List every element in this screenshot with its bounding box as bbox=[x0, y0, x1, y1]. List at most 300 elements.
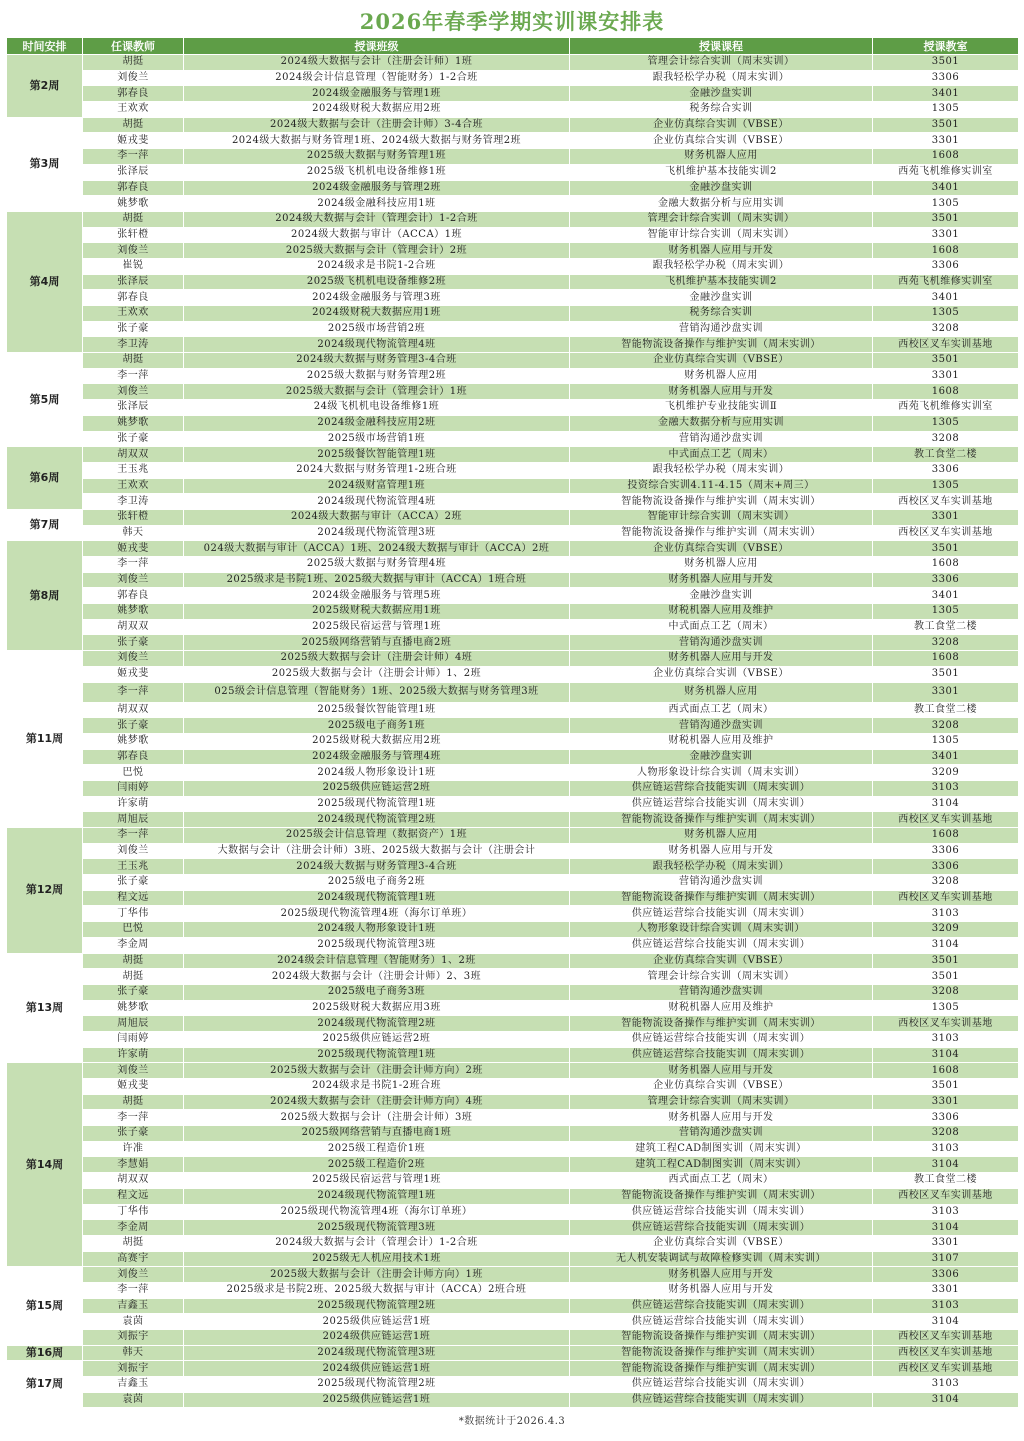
table-row bbox=[7, 149, 1019, 165]
teacher-cell: 韩天 bbox=[83, 1345, 184, 1361]
class-cell: 2024级大数据与会计（管理会计）1-2合班 bbox=[184, 1235, 570, 1251]
table-row bbox=[7, 780, 1019, 796]
table-row bbox=[7, 1079, 1019, 1095]
course-cell: 西式面点工艺（周末） bbox=[570, 1173, 873, 1189]
teacher-cell: 刘俊兰 bbox=[83, 651, 184, 667]
room-cell: 3104 bbox=[873, 1220, 1019, 1236]
teacher-cell: 闫雨婷 bbox=[83, 1031, 184, 1047]
table-row bbox=[7, 86, 1019, 102]
class-cell: 2024级金融服务与管理4班 bbox=[184, 749, 570, 765]
table-row bbox=[7, 1063, 1019, 1079]
schedule-sheet bbox=[6, 6, 1018, 1427]
room-cell: 3209 bbox=[873, 922, 1019, 938]
room-cell: 3301 bbox=[873, 1235, 1019, 1251]
class-cell: 2025级大数据与会计（注册会计师）1、2班 bbox=[184, 666, 570, 682]
teacher-cell: 张子豪 bbox=[83, 431, 184, 447]
course-cell: 营销沟通沙盘实训 bbox=[570, 984, 873, 1000]
course-cell: 营销沟通沙盘实训 bbox=[570, 718, 873, 734]
class-cell: 2024级大数据与会计（注册会计师）3-4合班 bbox=[184, 117, 570, 133]
footer-note: *数据统计于2026.4.3 bbox=[458, 1416, 566, 1428]
class-cell: 2024级大数据与会计（注册会计师方向）4班 bbox=[184, 1094, 570, 1110]
room-cell: 西校区叉车实训基地 bbox=[873, 1330, 1019, 1346]
teacher-cell: 巴悦 bbox=[83, 765, 184, 781]
course-cell: 财务机器人应用 bbox=[570, 368, 873, 384]
table-row bbox=[7, 306, 1019, 322]
week-cell: 第11周 bbox=[7, 651, 83, 828]
teacher-cell: 张子豪 bbox=[83, 984, 184, 1000]
table-row bbox=[7, 557, 1019, 573]
week-cell: 第15周 bbox=[7, 1267, 83, 1345]
week-cell: 第8周 bbox=[7, 541, 83, 651]
teacher-cell: 姬戎斐 bbox=[83, 666, 184, 682]
course-cell: 营销沟通沙盘实训 bbox=[570, 635, 873, 651]
class-cell: 2025级现代物流管理2班 bbox=[184, 1377, 570, 1393]
teacher-cell: 张子豪 bbox=[83, 321, 184, 337]
header-class: 授课班级 bbox=[184, 38, 570, 55]
teacher-cell: 王欢欢 bbox=[83, 478, 184, 494]
teacher-cell: 程文远 bbox=[83, 1188, 184, 1204]
teacher-cell: 姚梦歌 bbox=[83, 733, 184, 749]
room-cell: 3301 bbox=[873, 1282, 1019, 1298]
table-row bbox=[7, 102, 1019, 118]
class-cell: 2025级会计信息管理（数据资产）1班 bbox=[184, 828, 570, 844]
course-cell: 供应链运营综合技能实训（周末实训） bbox=[570, 1392, 873, 1408]
teacher-cell: 刘振宇 bbox=[83, 1330, 184, 1346]
room-cell: 3208 bbox=[873, 984, 1019, 1000]
table-row bbox=[7, 828, 1019, 844]
teacher-cell: 张轩橙 bbox=[83, 509, 184, 525]
teacher-cell: 闫雨婷 bbox=[83, 780, 184, 796]
class-cell: 2024级供应链运营1班 bbox=[184, 1330, 570, 1346]
course-cell: 智能物流设备操作与维护实训（周末实训） bbox=[570, 525, 873, 541]
room-cell: 3306 bbox=[873, 843, 1019, 859]
table-row bbox=[7, 415, 1019, 431]
table-row bbox=[7, 1047, 1019, 1063]
table-row bbox=[7, 651, 1019, 667]
table-row bbox=[7, 55, 1019, 71]
class-cell: 2024大数据与财务管理1-2班合班 bbox=[184, 462, 570, 478]
table-row bbox=[7, 682, 1019, 702]
course-cell: 智能物流设备操作与维护实训（周末实训） bbox=[570, 337, 873, 353]
room-cell: 1608 bbox=[873, 384, 1019, 400]
teacher-cell: 张子豪 bbox=[83, 635, 184, 651]
teacher-cell: 李金周 bbox=[83, 937, 184, 953]
course-cell: 跟我轻松学办税（周末实训） bbox=[570, 258, 873, 274]
course-cell: 财务机器人应用与开发 bbox=[570, 243, 873, 259]
teacher-cell: 张泽辰 bbox=[83, 164, 184, 180]
room-cell: 3301 bbox=[873, 682, 1019, 702]
class-cell: 2025级大数据与财务管理4班 bbox=[184, 557, 570, 573]
class-cell: 2025级现代物流管理3班 bbox=[184, 1220, 570, 1236]
course-cell: 金融沙盘实训 bbox=[570, 290, 873, 306]
teacher-cell: 郭春良 bbox=[83, 290, 184, 306]
teacher-cell: 胡挺 bbox=[83, 211, 184, 227]
table-row bbox=[7, 1031, 1019, 1047]
room-cell: 3104 bbox=[873, 937, 1019, 953]
class-cell: 2025级大数据与财务管理1班 bbox=[184, 149, 570, 165]
course-cell: 管理会计综合实训（周末实训） bbox=[570, 1094, 873, 1110]
schedule-table bbox=[6, 37, 1019, 1408]
course-cell: 营销沟通沙盘实训 bbox=[570, 875, 873, 891]
teacher-cell: 张泽辰 bbox=[83, 274, 184, 290]
course-cell: 企业仿真综合实训（VBSE） bbox=[570, 953, 873, 969]
class-cell: 2024级大数据与审计（ACCA）2班 bbox=[184, 509, 570, 525]
room-cell: 西校区叉车实训基地 bbox=[873, 1016, 1019, 1032]
course-cell: 跟我轻松学办税（周末实训） bbox=[570, 70, 873, 86]
class-cell: 2025级大数据与会计（注册会计师）4班 bbox=[184, 651, 570, 667]
class-cell: 2025级市场营销1班 bbox=[184, 431, 570, 447]
table-row bbox=[7, 368, 1019, 384]
header-row bbox=[7, 38, 1019, 55]
course-cell: 供应链运营综合技能实训（周末实训） bbox=[570, 1298, 873, 1314]
course-cell: 财务机器人应用与开发 bbox=[570, 1282, 873, 1298]
course-cell: 中式面点工艺（周末） bbox=[570, 447, 873, 463]
table-row bbox=[7, 509, 1019, 525]
class-cell: 2025级现代物流管理3班 bbox=[184, 937, 570, 953]
room-cell: 3301 bbox=[873, 1094, 1019, 1110]
room-cell: 3301 bbox=[873, 133, 1019, 149]
room-cell: 3501 bbox=[873, 211, 1019, 227]
course-cell: 财务机器人应用 bbox=[570, 149, 873, 165]
course-cell: 供应链运营综合技能实训（周末实训） bbox=[570, 937, 873, 953]
class-cell: 2025级民宿运营与管理1班 bbox=[184, 1173, 570, 1189]
class-cell: 2025级餐饮智能管理1班 bbox=[184, 447, 570, 463]
class-cell: 2025级求是书院2班、2025级大数据与审计（ACCA）2班合班 bbox=[184, 1282, 570, 1298]
course-cell: 人物形象设计综合实训（周末实训） bbox=[570, 922, 873, 938]
teacher-cell: 胡双双 bbox=[83, 447, 184, 463]
table-row bbox=[7, 1392, 1019, 1408]
course-cell: 金融沙盘实训 bbox=[570, 749, 873, 765]
class-cell: 2024级求是书院1-2班合班 bbox=[184, 1079, 570, 1095]
class-cell: 2025级供应链运营2班 bbox=[184, 1031, 570, 1047]
table-row bbox=[7, 1188, 1019, 1204]
teacher-cell: 姬戎斐 bbox=[83, 541, 184, 557]
room-cell: 3208 bbox=[873, 718, 1019, 734]
room-cell: 1608 bbox=[873, 243, 1019, 259]
teacher-cell: 吉鑫玉 bbox=[83, 1298, 184, 1314]
teacher-cell: 胡挺 bbox=[83, 1094, 184, 1110]
teacher-cell: 巴悦 bbox=[83, 922, 184, 938]
course-cell: 税务综合实训 bbox=[570, 102, 873, 118]
class-cell: 2024级财税大数据应用1班 bbox=[184, 306, 570, 322]
room-cell: 3107 bbox=[873, 1251, 1019, 1267]
table-row bbox=[7, 1235, 1019, 1251]
room-cell: 3401 bbox=[873, 290, 1019, 306]
table-row bbox=[7, 1298, 1019, 1314]
room-cell: 3401 bbox=[873, 86, 1019, 102]
week-cell: 第2周 bbox=[7, 55, 83, 118]
room-cell: 3401 bbox=[873, 180, 1019, 196]
table-row bbox=[7, 227, 1019, 243]
room-cell: 3103 bbox=[873, 1031, 1019, 1047]
course-cell: 建筑工程CAD制图实训（周末实训） bbox=[570, 1141, 873, 1157]
table-row bbox=[7, 431, 1019, 447]
course-cell: 供应链运营综合技能实训（周末实训） bbox=[570, 780, 873, 796]
table-row bbox=[7, 953, 1019, 969]
class-cell: 2024级会计信息管理（智能财务）1-2合班 bbox=[184, 70, 570, 86]
table-row bbox=[7, 1267, 1019, 1283]
course-cell: 智能物流设备操作与维护实训（周末实训） bbox=[570, 812, 873, 828]
table-row bbox=[7, 447, 1019, 463]
class-cell: 024级大数据与审计（ACCA）1班、2024级大数据与审计（ACCA）2班 bbox=[184, 541, 570, 557]
class-cell: 2025级现代物流管理4班（海尔订单班） bbox=[184, 906, 570, 922]
course-cell: 西式面点工艺（周末） bbox=[570, 702, 873, 718]
class-cell: 2025级大数据与会计（管理会计）2班 bbox=[184, 243, 570, 259]
table-row bbox=[7, 969, 1019, 985]
teacher-cell: 李一萍 bbox=[83, 149, 184, 165]
teacher-cell: 刘振宇 bbox=[83, 1361, 184, 1377]
class-cell: 2024级现代物流管理3班 bbox=[184, 525, 570, 541]
teacher-cell: 王玉兆 bbox=[83, 859, 184, 875]
class-cell: 2024级会计信息管理（智能财务）1、2班 bbox=[184, 953, 570, 969]
week-cell: 第14周 bbox=[7, 1063, 83, 1267]
class-cell: 2024级金融服务与管理2班 bbox=[184, 180, 570, 196]
class-cell: 2025级市场营销2班 bbox=[184, 321, 570, 337]
teacher-cell: 胡挺 bbox=[83, 953, 184, 969]
room-cell: 3103 bbox=[873, 1204, 1019, 1220]
course-cell: 营销沟通沙盘实训 bbox=[570, 431, 873, 447]
teacher-cell: 李一萍 bbox=[83, 1282, 184, 1298]
teacher-cell: 姚梦歌 bbox=[83, 1000, 184, 1016]
teacher-cell: 张子豪 bbox=[83, 718, 184, 734]
table-row bbox=[7, 859, 1019, 875]
class-cell: 大数据与会计（注册会计师）3班、2025级大数据与会计（注册会计 bbox=[184, 843, 570, 859]
teacher-cell: 王欢欢 bbox=[83, 306, 184, 322]
course-cell: 智能物流设备操作与维护实训（周末实训） bbox=[570, 1361, 873, 1377]
class-cell: 2024级大数据与财务管理1班、2024级大数据与财务管理2班 bbox=[184, 133, 570, 149]
room-cell: 3306 bbox=[873, 70, 1019, 86]
teacher-cell: 刘俊兰 bbox=[83, 843, 184, 859]
course-cell: 营销沟通沙盘实训 bbox=[570, 1126, 873, 1142]
table-row bbox=[7, 70, 1019, 86]
table-row bbox=[7, 890, 1019, 906]
table-row bbox=[7, 1377, 1019, 1393]
table-row bbox=[7, 875, 1019, 891]
room-cell: 3501 bbox=[873, 353, 1019, 369]
room-cell: 3103 bbox=[873, 1141, 1019, 1157]
course-cell: 管理会计综合实训（周末实训） bbox=[570, 211, 873, 227]
course-cell: 智能物流设备操作与维护实训（周末实训） bbox=[570, 494, 873, 510]
table-row bbox=[7, 588, 1019, 604]
table-row bbox=[7, 462, 1019, 478]
teacher-cell: 李一萍 bbox=[83, 557, 184, 573]
teacher-cell: 袁茵 bbox=[83, 1392, 184, 1408]
class-cell: 2025级大数据与会计（注册会计师方向）1班 bbox=[184, 1267, 570, 1283]
course-cell: 财务机器人应用与开发 bbox=[570, 843, 873, 859]
room-cell: 3306 bbox=[873, 859, 1019, 875]
teacher-cell: 周旭辰 bbox=[83, 812, 184, 828]
course-cell: 供应链运营综合技能实训（周末实训） bbox=[570, 796, 873, 812]
class-cell: 2025级工程造价1班 bbox=[184, 1141, 570, 1157]
room-cell: 3103 bbox=[873, 906, 1019, 922]
class-cell: 2025级现代物流管理1班 bbox=[184, 1047, 570, 1063]
room-cell: 西苑飞机维修实训室 bbox=[873, 164, 1019, 180]
course-cell: 飞机维护基本技能实训2 bbox=[570, 164, 873, 180]
teacher-cell: 胡双双 bbox=[83, 1173, 184, 1189]
room-cell: 3501 bbox=[873, 953, 1019, 969]
class-cell: 025级会计信息管理（智能财务）1班、2025级大数据与财务管理3班 bbox=[184, 682, 570, 702]
teacher-cell: 张子豪 bbox=[83, 1126, 184, 1142]
room-cell: 3104 bbox=[873, 1047, 1019, 1063]
room-cell: 3306 bbox=[873, 572, 1019, 588]
table-row bbox=[7, 541, 1019, 557]
table-row bbox=[7, 1000, 1019, 1016]
class-cell: 2025级财税大数据应用1班 bbox=[184, 604, 570, 620]
table-row bbox=[7, 1126, 1019, 1142]
course-cell: 财税机器人应用及维护 bbox=[570, 733, 873, 749]
table-row bbox=[7, 749, 1019, 765]
table-row bbox=[7, 337, 1019, 353]
class-cell: 2025级网络营销与直播电商1班 bbox=[184, 1126, 570, 1142]
class-cell: 2025级无人机应用技术1班 bbox=[184, 1251, 570, 1267]
course-cell: 企业仿真综合实训（VBSE） bbox=[570, 117, 873, 133]
course-cell: 金融沙盘实训 bbox=[570, 86, 873, 102]
room-cell: 西校区叉车实训基地 bbox=[873, 337, 1019, 353]
teacher-cell: 张泽辰 bbox=[83, 400, 184, 416]
class-cell: 2025级现代物流管理4班（海尔订单班） bbox=[184, 1204, 570, 1220]
room-cell: 西苑飞机维修实训室 bbox=[873, 274, 1019, 290]
table-row bbox=[7, 1282, 1019, 1298]
teacher-cell: 崔锐 bbox=[83, 258, 184, 274]
room-cell: 3501 bbox=[873, 117, 1019, 133]
teacher-cell: 韩天 bbox=[83, 525, 184, 541]
table-row bbox=[7, 353, 1019, 369]
course-cell: 人物形象设计综合实训（周末实训） bbox=[570, 765, 873, 781]
teacher-cell: 许准 bbox=[83, 1141, 184, 1157]
teacher-cell: 胡挺 bbox=[83, 353, 184, 369]
room-cell: 1305 bbox=[873, 733, 1019, 749]
table-row bbox=[7, 1016, 1019, 1032]
course-cell: 投资综合实训4.11-4.15（周末+周三） bbox=[570, 478, 873, 494]
room-cell: 西校区叉车实训基地 bbox=[873, 1361, 1019, 1377]
table-row bbox=[7, 117, 1019, 133]
class-cell: 2025级大数据与会计（注册会计师方向）2班 bbox=[184, 1063, 570, 1079]
room-cell: 3301 bbox=[873, 509, 1019, 525]
course-cell: 供应链运营综合技能实训（周末实训） bbox=[570, 1047, 873, 1063]
class-cell: 2024级现代物流管理3班 bbox=[184, 1345, 570, 1361]
class-cell: 2024级大数据与会计（管理会计）1-2合班 bbox=[184, 211, 570, 227]
course-cell: 营销沟通沙盘实训 bbox=[570, 321, 873, 337]
class-cell: 2024级大数据与审计（ACCA）1班 bbox=[184, 227, 570, 243]
class-cell: 2025级餐饮智能管理1班 bbox=[184, 702, 570, 718]
table-row bbox=[7, 1220, 1019, 1236]
table-row bbox=[7, 796, 1019, 812]
class-cell: 2024级现代物流管理4班 bbox=[184, 337, 570, 353]
teacher-cell: 李卫涛 bbox=[83, 337, 184, 353]
teacher-cell: 郭春良 bbox=[83, 749, 184, 765]
course-cell: 税务综合实训 bbox=[570, 306, 873, 322]
room-cell: 3401 bbox=[873, 749, 1019, 765]
room-cell: 3208 bbox=[873, 1126, 1019, 1142]
table-row bbox=[7, 164, 1019, 180]
teacher-cell: 姬戎斐 bbox=[83, 133, 184, 149]
room-cell: 3401 bbox=[873, 588, 1019, 604]
class-cell: 2025级飞机机电设备维修2班 bbox=[184, 274, 570, 290]
course-cell: 金融沙盘实训 bbox=[570, 588, 873, 604]
table-row bbox=[7, 1173, 1019, 1189]
room-cell: 西苑飞机维修实训室 bbox=[873, 400, 1019, 416]
teacher-cell: 李一萍 bbox=[83, 682, 184, 702]
table-row bbox=[7, 384, 1019, 400]
room-cell: 1608 bbox=[873, 557, 1019, 573]
table-row bbox=[7, 702, 1019, 718]
course-cell: 财务机器人应用 bbox=[570, 557, 873, 573]
table-row bbox=[7, 1314, 1019, 1330]
teacher-cell: 姬戎斐 bbox=[83, 1079, 184, 1095]
room-cell: 3209 bbox=[873, 765, 1019, 781]
course-cell: 管理会计综合实训（周末实训） bbox=[570, 969, 873, 985]
course-cell: 无人机安装调试与故障检修实训（周末实训） bbox=[570, 1251, 873, 1267]
teacher-cell: 李一萍 bbox=[83, 828, 184, 844]
table-row bbox=[7, 243, 1019, 259]
teacher-cell: 郭春良 bbox=[83, 86, 184, 102]
course-cell: 供应链运营综合技能实训（周末实训） bbox=[570, 906, 873, 922]
class-cell: 2025级大数据与会计（注册会计师）3班 bbox=[184, 1110, 570, 1126]
room-cell: 1608 bbox=[873, 149, 1019, 165]
week-cell: 第13周 bbox=[7, 953, 83, 1063]
class-cell: 2024级金融服务与管理5班 bbox=[184, 588, 570, 604]
table-row bbox=[7, 812, 1019, 828]
table-row bbox=[7, 211, 1019, 227]
table-row bbox=[7, 1345, 1019, 1361]
teacher-cell: 刘俊兰 bbox=[83, 572, 184, 588]
course-cell: 金融大数据分析与应用实训 bbox=[570, 415, 873, 431]
room-cell: 教工食堂二楼 bbox=[873, 702, 1019, 718]
room-cell: 1305 bbox=[873, 604, 1019, 620]
course-cell: 智能物流设备操作与维护实训（周末实训） bbox=[570, 1345, 873, 1361]
class-cell: 2024级金融科技应用1班 bbox=[184, 196, 570, 212]
class-cell: 2025级飞机机电设备维修1班 bbox=[184, 164, 570, 180]
week-cell: 第12周 bbox=[7, 828, 83, 954]
course-cell: 飞机维护基本技能实训2 bbox=[570, 274, 873, 290]
class-cell: 2024级金融服务与管理3班 bbox=[184, 290, 570, 306]
room-cell: 3501 bbox=[873, 666, 1019, 682]
class-cell: 2025级大数据与会计（管理会计）1班 bbox=[184, 384, 570, 400]
week-cell: 第4周 bbox=[7, 211, 83, 352]
table-row bbox=[7, 290, 1019, 306]
teacher-cell: 李一萍 bbox=[83, 368, 184, 384]
room-cell: 1305 bbox=[873, 102, 1019, 118]
teacher-cell: 王欢欢 bbox=[83, 102, 184, 118]
class-cell: 2025级大数据与财务管理2班 bbox=[184, 368, 570, 384]
class-cell: 2024级人物形象设计1班 bbox=[184, 765, 570, 781]
table-row bbox=[7, 666, 1019, 682]
table-row bbox=[7, 1094, 1019, 1110]
room-cell: 西校区叉车实训基地 bbox=[873, 1345, 1019, 1361]
course-cell: 企业仿真综合实训（VBSE） bbox=[570, 133, 873, 149]
course-cell: 财务机器人应用 bbox=[570, 682, 873, 702]
week-cell: 第16周 bbox=[7, 1345, 83, 1361]
teacher-cell: 刘俊兰 bbox=[83, 1063, 184, 1079]
teacher-cell: 胡挺 bbox=[83, 117, 184, 133]
class-cell: 2025级现代物流管理1班 bbox=[184, 796, 570, 812]
table-row bbox=[7, 1251, 1019, 1267]
table-row bbox=[7, 321, 1019, 337]
teacher-cell: 吉鑫玉 bbox=[83, 1377, 184, 1393]
room-cell: 3301 bbox=[873, 227, 1019, 243]
teacher-cell: 王玉兆 bbox=[83, 462, 184, 478]
class-cell: 2025级财税大数据应用2班 bbox=[184, 733, 570, 749]
table-row bbox=[7, 1157, 1019, 1173]
room-cell: 1305 bbox=[873, 306, 1019, 322]
course-cell: 财务机器人应用与开发 bbox=[570, 1063, 873, 1079]
teacher-cell: 李慧娟 bbox=[83, 1157, 184, 1173]
class-cell: 2024级现代物流管理1班 bbox=[184, 1188, 570, 1204]
teacher-cell: 程文远 bbox=[83, 890, 184, 906]
table-row bbox=[7, 572, 1019, 588]
class-cell: 2025级电子商务2班 bbox=[184, 875, 570, 891]
room-cell: 3103 bbox=[873, 780, 1019, 796]
